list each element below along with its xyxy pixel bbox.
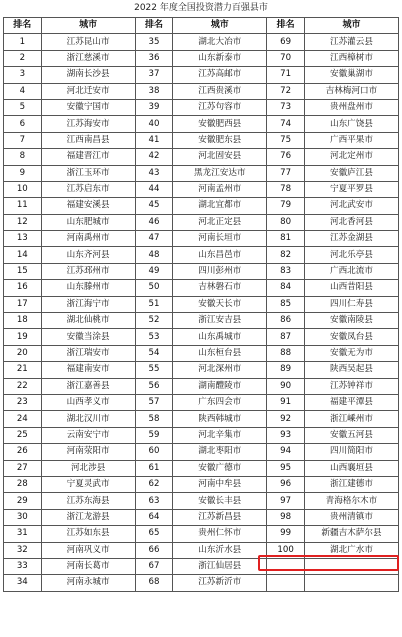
city-cell: 江苏钟祥市: [304, 378, 398, 394]
city-cell: 山西昔阳县: [304, 280, 398, 296]
table-row: [4, 99, 399, 115]
city-cell: 山东广饶县: [304, 116, 398, 132]
rank-cell: 85: [267, 296, 305, 312]
city-cell: 安徽广德市: [173, 460, 267, 476]
rank-cell: 83: [267, 263, 305, 279]
table-row: [4, 247, 399, 263]
city-cell: 浙江嘉善县: [41, 378, 135, 394]
table-row: [4, 329, 399, 345]
city-cell: 浙江仙居县: [173, 558, 267, 574]
table-row: [4, 378, 399, 394]
city-cell: 江苏启东市: [41, 181, 135, 197]
city-cell: 湖北仙桃市: [41, 313, 135, 329]
rank-header: 排名: [267, 18, 305, 34]
rank-cell: 92: [267, 411, 305, 427]
table-row: [4, 116, 399, 132]
rank-cell: 62: [135, 476, 173, 492]
city-cell: 江苏高邮市: [173, 67, 267, 83]
rank-cell: 72: [267, 83, 305, 99]
rank-cell: 28: [4, 476, 42, 492]
city-cell: 四川简阳市: [304, 444, 398, 460]
city-cell: 山东肥城市: [41, 214, 135, 230]
rank-cell: 44: [135, 181, 173, 197]
city-cell: 四川仁寿县: [304, 296, 398, 312]
city-cell: 江苏灌云县: [304, 34, 398, 50]
city-cell: 陕西韩城市: [173, 411, 267, 427]
city-cell: 江苏金湖县: [304, 231, 398, 247]
table-row: [4, 198, 399, 214]
rank-cell: 27: [4, 460, 42, 476]
rank-cell: 2: [4, 50, 42, 66]
city-cell: 湖南醴陵市: [173, 378, 267, 394]
city-cell: 河北深州市: [173, 362, 267, 378]
rank-cell: 19: [4, 329, 42, 345]
city-cell: 江苏新沂市: [173, 575, 267, 591]
city-cell: 安徽肥东县: [173, 132, 267, 148]
rank-cell: 40: [135, 116, 173, 132]
rank-cell: 41: [135, 132, 173, 148]
city-cell: 广西平果市: [304, 132, 398, 148]
rank-cell: 63: [135, 493, 173, 509]
rank-cell: 60: [135, 444, 173, 460]
rank-cell: 65: [135, 526, 173, 542]
rank-cell: 99: [267, 526, 305, 542]
rank-cell: 30: [4, 509, 42, 525]
city-cell: 山东桓台县: [173, 345, 267, 361]
city-cell: 河南永城市: [41, 575, 135, 591]
city-cell: [304, 558, 398, 574]
table-row: [4, 34, 399, 50]
table-row: [4, 394, 399, 410]
table-row: [4, 411, 399, 427]
table-row: [4, 526, 399, 542]
rank-cell: [267, 558, 305, 574]
city-cell: 河北定州市: [304, 149, 398, 165]
rank-cell: 76: [267, 149, 305, 165]
city-cell: 河南中牟县: [173, 476, 267, 492]
rank-cell: 58: [135, 411, 173, 427]
table-row: [4, 493, 399, 509]
rank-cell: 52: [135, 313, 173, 329]
city-cell: 河南荥阳市: [41, 444, 135, 460]
rank-cell: 5: [4, 99, 42, 115]
city-cell: 安徽天长市: [173, 296, 267, 312]
city-cell: 安徽庐江县: [304, 165, 398, 181]
rank-cell: 35: [135, 34, 173, 50]
table-row: [4, 476, 399, 492]
city-cell: 安徽宁国市: [41, 99, 135, 115]
city-cell: 福建晋江市: [41, 149, 135, 165]
rank-cell: 98: [267, 509, 305, 525]
city-cell: 新疆吉木萨尔县: [304, 526, 398, 542]
rank-cell: 9: [4, 165, 42, 181]
rank-cell: 59: [135, 427, 173, 443]
city-cell: 山东滕州市: [41, 280, 135, 296]
rank-cell: 88: [267, 345, 305, 361]
table-row: [4, 313, 399, 329]
rank-cell: 94: [267, 444, 305, 460]
city-cell: 河北乐亭县: [304, 247, 398, 263]
table-row: [4, 444, 399, 460]
table-row: [4, 181, 399, 197]
table-row: [4, 132, 399, 148]
city-cell: 山东禹城市: [173, 329, 267, 345]
city-cell: 山西襄垣县: [304, 460, 398, 476]
city-cell: 贵州仁怀市: [173, 526, 267, 542]
rank-cell: 46: [135, 214, 173, 230]
page-title: 2022 年度全国投资潜力百强县市: [134, 3, 268, 13]
city-header: 城市: [41, 18, 135, 34]
city-cell: 山东齐河县: [41, 247, 135, 263]
rank-cell: 25: [4, 427, 42, 443]
city-cell: 湖北宜都市: [173, 198, 267, 214]
rank-cell: 18: [4, 313, 42, 329]
rank-cell: 33: [4, 558, 42, 574]
table-row: [4, 345, 399, 361]
rank-cell: 24: [4, 411, 42, 427]
table-row: [4, 427, 399, 443]
rank-cell: 29: [4, 493, 42, 509]
rank-cell: 16: [4, 280, 42, 296]
table-header-row: [4, 18, 399, 34]
city-cell: 四川彭州市: [173, 263, 267, 279]
rank-cell: 90: [267, 378, 305, 394]
city-cell: 山东昌邑市: [173, 247, 267, 263]
city-cell: 湖北大冶市: [173, 34, 267, 50]
city-cell: 江西贵溪市: [173, 83, 267, 99]
table-row: [4, 460, 399, 476]
rank-cell: 64: [135, 509, 173, 525]
city-cell: 安徽肥西县: [173, 116, 267, 132]
rank-cell: 31: [4, 526, 42, 542]
rank-cell: 97: [267, 493, 305, 509]
city-cell: 吉林磐石市: [173, 280, 267, 296]
city-cell: 黑龙江安达市: [173, 165, 267, 181]
table-row: [4, 149, 399, 165]
city-cell: 浙江安吉县: [173, 313, 267, 329]
city-cell: 河北迁安市: [41, 83, 135, 99]
rank-cell: 67: [135, 558, 173, 574]
table-row: [4, 362, 399, 378]
rank-cell: 20: [4, 345, 42, 361]
rank-cell: 45: [135, 198, 173, 214]
rank-cell: 10: [4, 181, 42, 197]
city-cell: [304, 575, 398, 591]
rank-cell: 95: [267, 460, 305, 476]
rank-cell: 86: [267, 313, 305, 329]
rank-cell: 75: [267, 132, 305, 148]
rank-cell: 37: [135, 67, 173, 83]
rank-cell: 91: [267, 394, 305, 410]
city-cell: 浙江嵊州市: [304, 411, 398, 427]
city-cell: 安徽五河县: [304, 427, 398, 443]
rank-cell: 71: [267, 67, 305, 83]
table-row: [4, 83, 399, 99]
rank-cell: 80: [267, 214, 305, 230]
city-cell: 安徽长丰县: [173, 493, 267, 509]
rank-cell: 12: [4, 214, 42, 230]
rank-cell: 51: [135, 296, 173, 312]
rank-cell: 4: [4, 83, 42, 99]
city-cell: 湖北广水市: [304, 542, 398, 558]
rank-cell: 55: [135, 362, 173, 378]
city-cell: 安徽无为市: [304, 345, 398, 361]
city-header: 城市: [173, 18, 267, 34]
rank-cell: 8: [4, 149, 42, 165]
city-cell: 河北涉县: [41, 460, 135, 476]
table-row: [4, 280, 399, 296]
city-cell: 浙江建德市: [304, 476, 398, 492]
rank-cell: 7: [4, 132, 42, 148]
table-row: [4, 165, 399, 181]
city-cell: 青海格尔木市: [304, 493, 398, 509]
table-row: [4, 214, 399, 230]
rank-header: 排名: [135, 18, 173, 34]
table-row: [4, 558, 399, 574]
rank-cell: 6: [4, 116, 42, 132]
city-cell: 浙江龙游县: [41, 509, 135, 525]
city-cell: 河北香河县: [304, 214, 398, 230]
rank-cell: 11: [4, 198, 42, 214]
rank-cell: 73: [267, 99, 305, 115]
city-cell: 河北固安县: [173, 149, 267, 165]
rank-cell: 1: [4, 34, 42, 50]
city-cell: 陕西吴起县: [304, 362, 398, 378]
rank-cell: 23: [4, 394, 42, 410]
rank-cell: 14: [4, 247, 42, 263]
city-cell: 福建平潭县: [304, 394, 398, 410]
rank-cell: 82: [267, 247, 305, 263]
city-cell: 江苏如东县: [41, 526, 135, 542]
rank-cell: 39: [135, 99, 173, 115]
table-row: [4, 67, 399, 83]
city-cell: 江苏邳州市: [41, 263, 135, 279]
city-cell: 江苏新昌县: [173, 509, 267, 525]
city-cell: 江苏句容市: [173, 99, 267, 115]
rank-cell: 79: [267, 198, 305, 214]
rank-cell: 96: [267, 476, 305, 492]
rank-cell: 100: [267, 542, 305, 558]
city-cell: 山西孝义市: [41, 394, 135, 410]
city-cell: 吉林梅河口市: [304, 83, 398, 99]
rank-cell: 70: [267, 50, 305, 66]
city-cell: 广西北流市: [304, 263, 398, 279]
city-cell: 安徽南陵县: [304, 313, 398, 329]
rank-cell: 38: [135, 83, 173, 99]
city-cell: 江苏昆山市: [41, 34, 135, 50]
rank-cell: 74: [267, 116, 305, 132]
rank-cell: 68: [135, 575, 173, 591]
rank-cell: 21: [4, 362, 42, 378]
city-cell: 河南长垣市: [173, 231, 267, 247]
rank-cell: 61: [135, 460, 173, 476]
city-cell: 浙江慈溪市: [41, 50, 135, 66]
city-cell: 河南巩义市: [41, 542, 135, 558]
rank-cell: 48: [135, 247, 173, 263]
city-cell: 宁夏灵武市: [41, 476, 135, 492]
city-cell: 湖南长沙县: [41, 67, 135, 83]
rank-cell: 43: [135, 165, 173, 181]
city-cell: 贵州盘州市: [304, 99, 398, 115]
city-cell: 江西南昌县: [41, 132, 135, 148]
rank-cell: 34: [4, 575, 42, 591]
rank-header: 排名: [4, 18, 42, 34]
ranking-table-body: [4, 34, 399, 591]
city-cell: 贵州清镇市: [304, 509, 398, 525]
rank-cell: 3: [4, 67, 42, 83]
city-cell: 山东新泰市: [173, 50, 267, 66]
rank-cell: 54: [135, 345, 173, 361]
rank-cell: 93: [267, 427, 305, 443]
city-cell: 浙江瑞安市: [41, 345, 135, 361]
city-cell: 浙江玉环市: [41, 165, 135, 181]
city-cell: 宁夏平罗县: [304, 181, 398, 197]
city-cell: 山东沂水县: [173, 542, 267, 558]
city-cell: 福建安溪县: [41, 198, 135, 214]
rank-cell: 84: [267, 280, 305, 296]
ranking-table: [3, 17, 399, 592]
city-cell: 江西樟树市: [304, 50, 398, 66]
table-row: [4, 296, 399, 312]
table-row: [4, 575, 399, 591]
rank-cell: 13: [4, 231, 42, 247]
city-cell: 河北武安市: [304, 198, 398, 214]
city-cell: 江苏东海县: [41, 493, 135, 509]
table-row: [4, 542, 399, 558]
city-cell: 湖北汉川市: [41, 411, 135, 427]
city-cell: 河南孟州市: [173, 181, 267, 197]
city-cell: 安徽凤台县: [304, 329, 398, 345]
rank-cell: 32: [4, 542, 42, 558]
rank-cell: 17: [4, 296, 42, 312]
rank-cell: 69: [267, 34, 305, 50]
city-cell: 河北正定县: [173, 214, 267, 230]
rank-cell: 78: [267, 181, 305, 197]
city-cell: 河北辛集市: [173, 427, 267, 443]
rank-cell: 15: [4, 263, 42, 279]
rank-cell: 22: [4, 378, 42, 394]
rank-cell: 36: [135, 50, 173, 66]
city-cell: 安徽当涂县: [41, 329, 135, 345]
rank-cell: 50: [135, 280, 173, 296]
rank-cell: 47: [135, 231, 173, 247]
rank-cell: 42: [135, 149, 173, 165]
table-row: [4, 263, 399, 279]
rank-cell: 66: [135, 542, 173, 558]
rank-cell: 81: [267, 231, 305, 247]
rank-cell: 77: [267, 165, 305, 181]
rank-cell: 26: [4, 444, 42, 460]
rank-cell: 87: [267, 329, 305, 345]
city-cell: 广东四会市: [173, 394, 267, 410]
city-cell: 浙江海宁市: [41, 296, 135, 312]
rank-cell: 49: [135, 263, 173, 279]
rank-cell: [267, 575, 305, 591]
rank-cell: 56: [135, 378, 173, 394]
city-cell: 河南长葛市: [41, 558, 135, 574]
city-cell: 安徽巢湖市: [304, 67, 398, 83]
rank-cell: 89: [267, 362, 305, 378]
city-cell: 江苏海安市: [41, 116, 135, 132]
table-row: [4, 231, 399, 247]
city-cell: 河南禹州市: [41, 231, 135, 247]
city-cell: 福建南安市: [41, 362, 135, 378]
table-row: [4, 509, 399, 525]
rank-cell: 53: [135, 329, 173, 345]
city-header: 城市: [304, 18, 398, 34]
city-cell: 湖北枣阳市: [173, 444, 267, 460]
table-row: [4, 50, 399, 66]
city-cell: 云南安宁市: [41, 427, 135, 443]
rank-cell: 57: [135, 394, 173, 410]
